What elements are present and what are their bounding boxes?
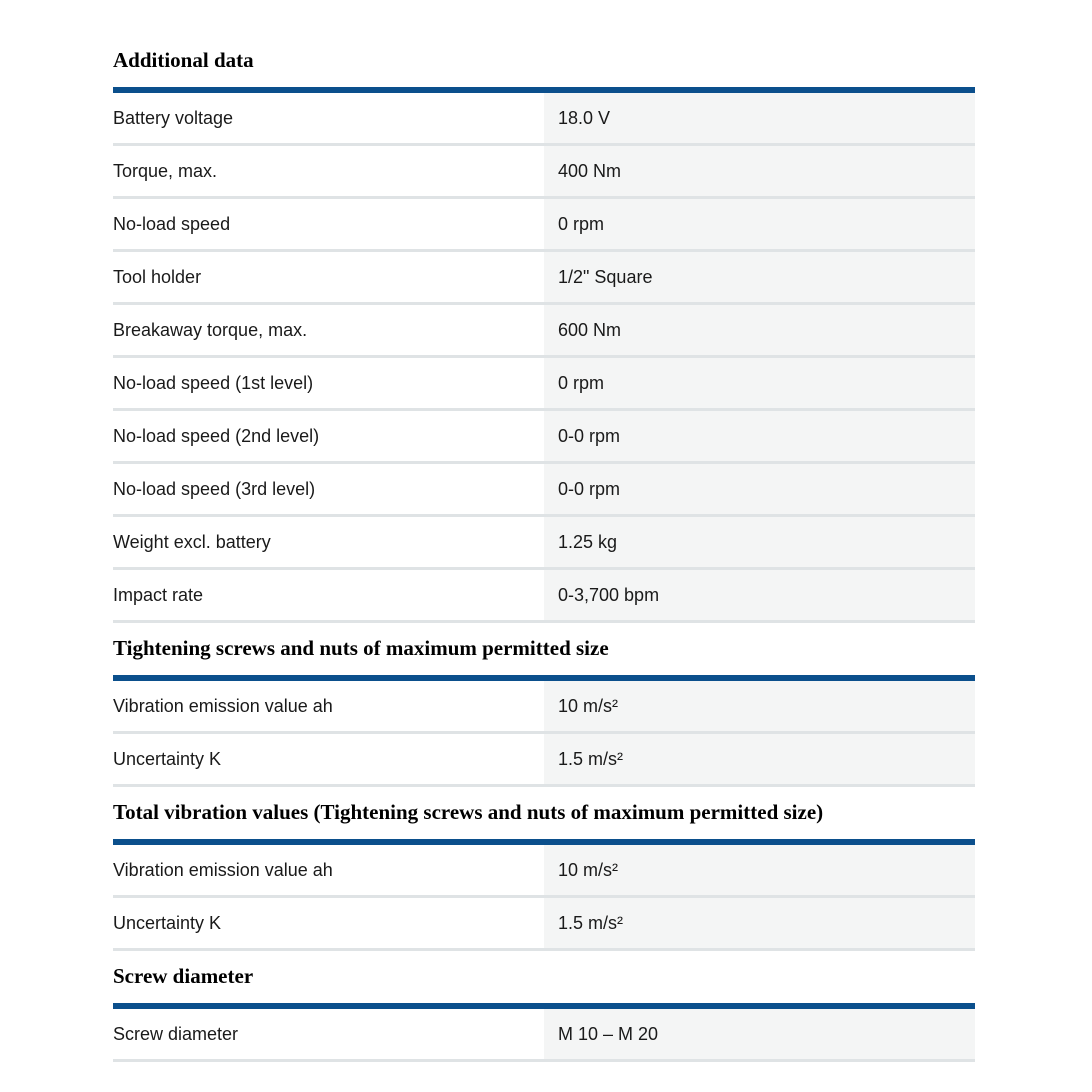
- section-screw-diameter: [113, 960, 975, 1062]
- spec-row: [113, 198, 975, 251]
- spec-label: No-load speed: [113, 198, 544, 251]
- spec-label: Impact rate: [113, 569, 544, 622]
- spec-value: 10 m/s²: [544, 681, 975, 733]
- spec-table: [113, 845, 975, 951]
- spec-label: Torque, max.: [113, 145, 544, 198]
- spec-value: 0 rpm: [544, 198, 975, 251]
- spec-row: [113, 251, 975, 304]
- section-title: Screw diameter: [113, 964, 254, 988]
- spec-value: 600 Nm: [544, 304, 975, 357]
- spec-row: [113, 516, 975, 569]
- spec-value: M 10 – M 20: [544, 1009, 975, 1061]
- spec-row: [113, 410, 975, 463]
- section-title: Tightening screws and nuts of maximum permitted size: [113, 636, 609, 660]
- spec-row: [113, 145, 975, 198]
- spec-value: 10 m/s²: [544, 845, 975, 897]
- spec-row: [113, 463, 975, 516]
- spec-label: No-load speed (3rd level): [113, 463, 544, 516]
- spec-table: [113, 93, 975, 623]
- spec-sheet: [113, 44, 975, 1062]
- section-title: Total vibration values (Tightening screws and nuts of maximum permitted size): [113, 800, 824, 824]
- spec-value: 1.5 m/s²: [544, 897, 975, 950]
- spec-label: Tool holder: [113, 251, 544, 304]
- section-total-vibration-values: [113, 796, 975, 951]
- spec-row: [113, 845, 975, 897]
- spec-label: Uncertainty K: [113, 733, 544, 786]
- spec-label: No-load speed (2nd level): [113, 410, 544, 463]
- spec-label: Battery voltage: [113, 93, 544, 145]
- spec-table: [113, 681, 975, 787]
- spec-row: [113, 569, 975, 622]
- spec-value: 0 rpm: [544, 357, 975, 410]
- spec-label: Uncertainty K: [113, 897, 544, 950]
- spec-value: 0-3,700 bpm: [544, 569, 975, 622]
- spec-value: 0-0 rpm: [544, 463, 975, 516]
- spec-value: 1/2" Square: [544, 251, 975, 304]
- spec-table: [113, 1009, 975, 1062]
- section-tightening-screws: [113, 632, 975, 787]
- spec-row: [113, 681, 975, 733]
- spec-value: 400 Nm: [544, 145, 975, 198]
- spec-value: 1.25 kg: [544, 516, 975, 569]
- spec-value: 18.0 V: [544, 93, 975, 145]
- spec-label: No-load speed (1st level): [113, 357, 544, 410]
- spec-value: 0-0 rpm: [544, 410, 975, 463]
- spec-value: 1.5 m/s²: [544, 733, 975, 786]
- section-title: Additional data: [113, 48, 254, 72]
- spec-label: Vibration emission value ah: [113, 845, 544, 897]
- spec-label: Weight excl. battery: [113, 516, 544, 569]
- spec-row: [113, 1009, 975, 1061]
- spec-label: Screw diameter: [113, 1009, 544, 1061]
- spec-label: Breakaway torque, max.: [113, 304, 544, 357]
- spec-row: [113, 733, 975, 786]
- spec-label: Vibration emission value ah: [113, 681, 544, 733]
- section-additional-data: [113, 44, 975, 623]
- spec-row: [113, 897, 975, 950]
- spec-row: [113, 304, 975, 357]
- spec-row: [113, 93, 975, 145]
- spec-row: [113, 357, 975, 410]
